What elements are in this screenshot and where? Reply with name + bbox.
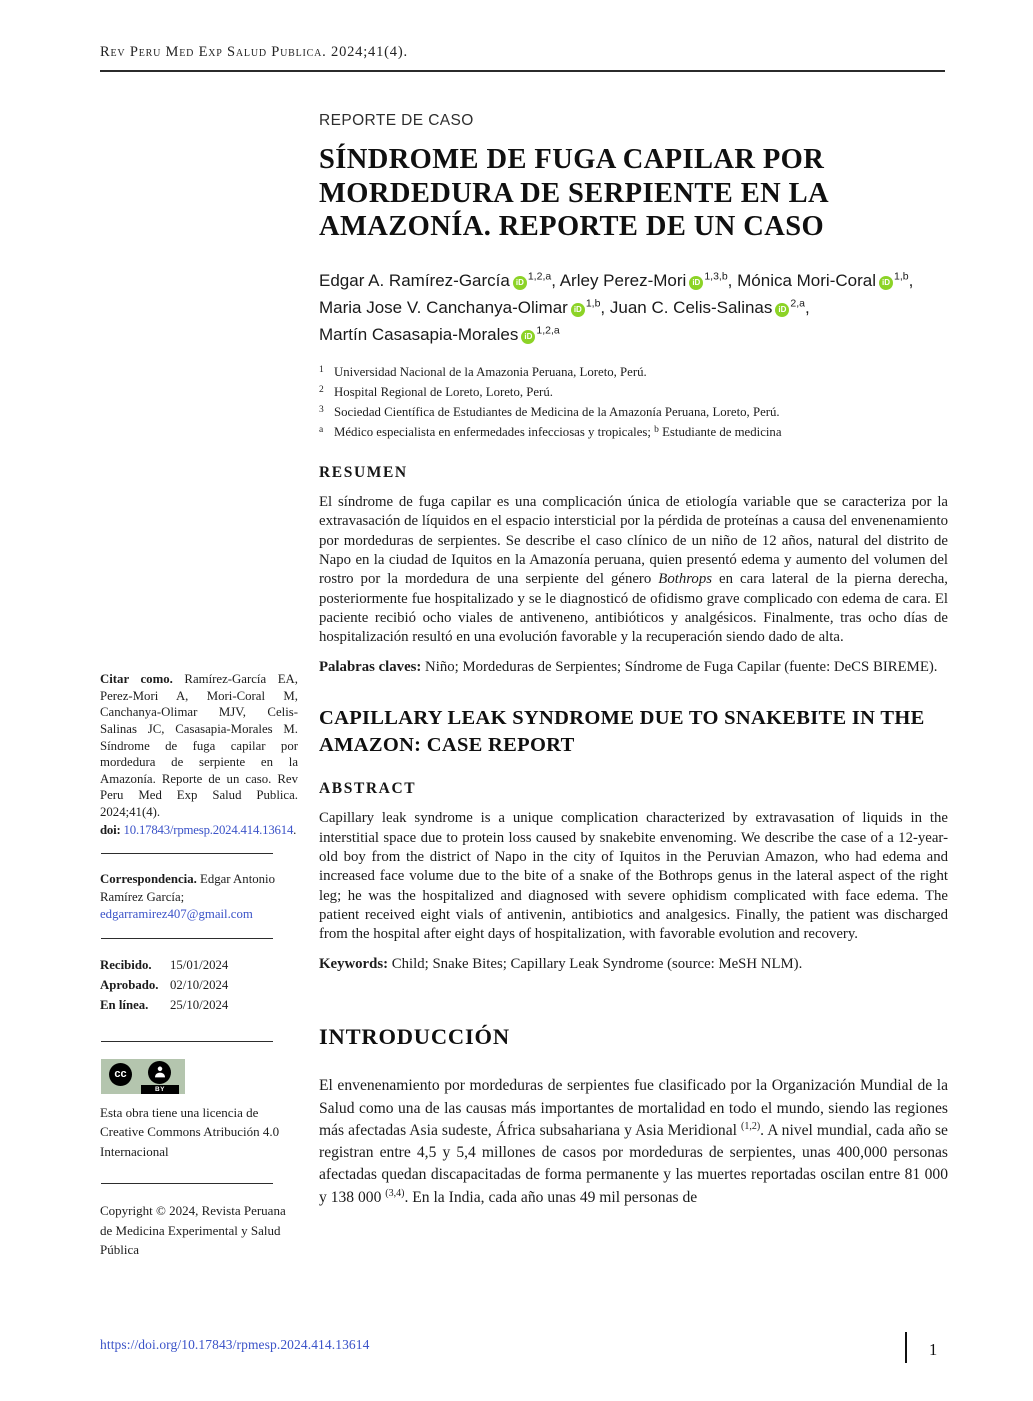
affiliation-marker: b	[654, 424, 659, 435]
author-separator: ,	[727, 270, 738, 290]
sidebar-divider	[101, 853, 273, 854]
orcid-icon[interactable]: iD	[775, 303, 789, 317]
page-number: 1	[929, 1340, 938, 1359]
author-affiliation-sup: 1,b	[585, 297, 601, 310]
orcid-icon[interactable]: iD	[521, 330, 535, 344]
introduction-text: . A nivel mundial, cada año se registran entre 4,5 y 5,4 millones de casos por mordeduras de serpientes, unas 400,000 personas afectadas quedan discapacitadas de forma permanente y las muertes reportadas oscilan entre 81 000 y 138 000	[319, 1121, 948, 1206]
affiliation-marker: 1	[319, 365, 324, 376]
author-separator: ,	[600, 298, 610, 318]
introduction-paragraph	[319, 1075, 948, 1209]
author-affiliation-sup: 1,b	[894, 270, 909, 283]
sidebar-divider	[101, 1183, 273, 1184]
abstract-heading: ABSTRACT	[319, 780, 417, 798]
author-affiliation-sup: 1,2,a	[536, 324, 560, 337]
palabras-claves-text: Niño; Mordeduras de Serpientes; Síndrome de Fuga Capilar (fuente: DeCS BIREME).	[421, 658, 938, 675]
sidebar-divider	[101, 938, 273, 939]
correspondence-text: Edgar Antonio Ramírez García;	[100, 872, 276, 904]
affiliation-text: Médico especialista en enfermedades infecciosas y tropicales;	[334, 424, 651, 439]
metadata-sidebar	[100, 671, 298, 1260]
cc-by-label: BY	[141, 1085, 179, 1094]
doi-label: doi:	[100, 822, 124, 837]
author-separator: ,	[805, 298, 810, 318]
resumen-text: en cara lateral de la pierna derecha, posteriormente fue hospitalizado y se le diagnosticó de ofidismo grave complicado con edema de cara. El paciente recibió ocho viales de antiveneno, antibióticos y analgésicos. Finalmente, tras ocho días de hospitalización resultó en una evolución favorable y la recuperación siendo dado de alta.	[319, 571, 949, 646]
copyright-text: Copyright © 2024, Revista Peruana de Medicina Experimental y Salud Pública	[100, 1203, 286, 1258]
affiliation-marker: 2	[319, 385, 324, 396]
orcid-icon[interactable]: iD	[571, 303, 585, 317]
correspondence-block	[100, 871, 298, 923]
journal-name: Rev Peru Med Exp Salud Publica. 2024;41(4).	[100, 44, 408, 60]
abstract-paragraph: Capillary leak syndrome is a unique complication characterized by extravasation of liquids in the interstitial space due to protein loss caused by snakebite envenoming. We describe the case of a 12-year-old boy from the district of Napo in the city of Iquitos in the Peruvian Amazon, who had edema and increased face volume due to the bite of a snake of the Bothrops genus in the lateral aspect of the right leg; he was the hospitalized and diagnosed with severe ophidism complicated with face edema. The patient received eight vials of antivenin, antibiotics and analgesics. Finally, the patient was discharged from the hospital after eight days of hospitalization, with favorable evolution and recovery.	[319, 810, 948, 943]
date-approved	[100, 976, 298, 996]
affiliation-text: Sociedad Científica de Estudiantes de Medicina de la Amazonía Peruana, Loreto, Perú.	[334, 405, 780, 420]
license-text: Esta obra tiene una licencia de Creative Commons Atribución 4.0 Internacional	[100, 1104, 280, 1159]
correspondence-email-link[interactable]: edgarramirez407@gmail.com	[100, 906, 253, 921]
doi-line	[100, 822, 298, 839]
keywords-label: Keywords:	[319, 955, 389, 972]
affiliation-list	[319, 363, 948, 442]
palabras-claves	[319, 658, 948, 677]
attribution-person-icon	[148, 1061, 171, 1084]
introduction-text: . En la India, cada año unas 49 mil personas de	[404, 1188, 698, 1206]
affiliation-text: Universidad Nacional de la Amazonia Peruana, Loreto, Perú.	[334, 365, 647, 380]
affiliation-item	[319, 363, 948, 383]
author-name: Arley Perez-Mori	[559, 270, 687, 290]
doi-link[interactable]: 10.17843/rpmesp.2024.414.13614	[123, 822, 294, 837]
citation-reference: (1,2)	[741, 1120, 761, 1132]
palabras-claves-label: Palabras claves:	[319, 658, 422, 675]
orcid-icon[interactable]: iD	[879, 276, 893, 290]
affiliation-marker: 3	[319, 405, 324, 416]
article-type-label: REPORTE DE CASO	[319, 112, 474, 129]
page-number-divider	[905, 1332, 907, 1363]
affiliation-marker: a	[319, 424, 324, 435]
date-received-label: Recibido.	[100, 958, 152, 973]
author-line	[319, 267, 948, 294]
affiliation-text: Estudiante de medicina	[662, 424, 782, 439]
date-online-value: 25/10/2024	[170, 997, 229, 1012]
cc-by-license-badge	[101, 1059, 185, 1094]
date-approved-value: 02/10/2024	[170, 977, 229, 992]
article-title-english: CAPILLARY LEAK SYNDROME DUE TO SNAKEBITE IN THE AMAZON: CASE REPORT	[319, 707, 925, 757]
resumen-heading: RESUMEN	[319, 463, 408, 481]
doi-suffix: .	[293, 822, 297, 837]
journal-masthead	[100, 44, 945, 72]
footer-doi-link[interactable]: https://doi.org/10.17843/rpmesp.2024.414.13614	[100, 1337, 370, 1352]
author-affiliation-sup: 2,a	[790, 297, 805, 310]
date-online-label: En línea.	[100, 997, 149, 1012]
affiliation-item	[319, 383, 948, 403]
author-separator: ,	[551, 270, 560, 290]
article-title-spanish: SÍNDROME DE FUGA CAPILAR POR MORDEDURA DE SERPIENTE EN LA AMAZONÍA. REPORTE DE UN CASO	[319, 144, 828, 243]
date-received-value: 15/01/2024	[170, 958, 229, 973]
resumen-paragraph	[319, 493, 948, 648]
date-approved-label: Aprobado.	[100, 977, 159, 992]
author-name: Martín Casasapia-Morales	[319, 325, 519, 345]
author-name: Mónica Mori-Coral	[737, 270, 876, 290]
orcid-icon[interactable]: iD	[513, 276, 527, 290]
author-line	[319, 321, 948, 348]
author-separator: ,	[908, 270, 914, 290]
sidebar-divider	[101, 1041, 273, 1042]
author-name: Juan C. Celis-Salinas	[609, 298, 773, 318]
author-list	[319, 267, 948, 349]
keywords-text: Child; Snake Bites; Capillary Leak Syndrome (source: MeSH NLM).	[388, 955, 803, 972]
orcid-icon[interactable]: iD	[689, 276, 703, 290]
introduction-text: El envenenamiento por mordeduras de serpientes fue clasificado por la Organización Mundial de la Salud como una de las causas más importantes de mortalidad en todo el mundo, siendo las regiones más afectadas Asia sudeste, África subsahariana y Asia Meridional	[319, 1077, 948, 1139]
date-online	[100, 996, 298, 1016]
genus-name-italic: Bothrops	[658, 571, 712, 588]
cite-as-label: Citar como.	[100, 672, 173, 686]
author-name: Maria Jose V. Canchanya-Olimar	[319, 298, 568, 318]
affiliation-item	[319, 403, 948, 423]
author-line	[319, 294, 948, 321]
correspondence-label: Correspondencia.	[100, 872, 197, 887]
citation-reference: (3,4)	[385, 1187, 405, 1199]
cite-as-block	[100, 671, 298, 821]
affiliation-item	[319, 423, 948, 443]
resumen-text: El síndrome de fuga capilar es una complicación única de etiología variable que se caracteriza por la extravasación de líquidos en el espacio intersticial por la pérdida de proteínas a causa del envenenamiento por mordeduras de serpientes. Se describe el caso clínico de un niño de 12 años, natural del distrito de Napo en la ciudad de Iquitos en la Amazonía peruana, quien presentó edema y aumento del volumen del rostro por la mordedura de una serpiente del género	[319, 493, 948, 588]
introduction-heading: INTRODUCCIÓN	[319, 1024, 510, 1050]
creative-commons-icon: cc	[109, 1063, 132, 1086]
article-dates	[100, 956, 298, 1015]
date-received	[100, 956, 298, 976]
cite-as-text: Ramírez-García EA, Perez-Mori A, Mori-Coral M, Canchanya-Olimar MJV, Celis-Salinas JC, Casasapia-Morales M. Síndrome de fuga capilar por mordedura de serpiente en la Amazonía. Reporte de un caso. Rev Peru Med Exp Salud Publica. 2024;41(4).	[100, 672, 298, 819]
article-main-column	[319, 112, 948, 1209]
author-affiliation-sup: 1,2,a	[527, 270, 552, 283]
keywords	[319, 955, 948, 974]
author-name: Edgar A. Ramírez-García	[319, 270, 510, 290]
affiliation-text: Hospital Regional de Loreto, Loreto, Perú.	[334, 385, 553, 400]
author-affiliation-sup: 1,3,b	[704, 270, 728, 283]
